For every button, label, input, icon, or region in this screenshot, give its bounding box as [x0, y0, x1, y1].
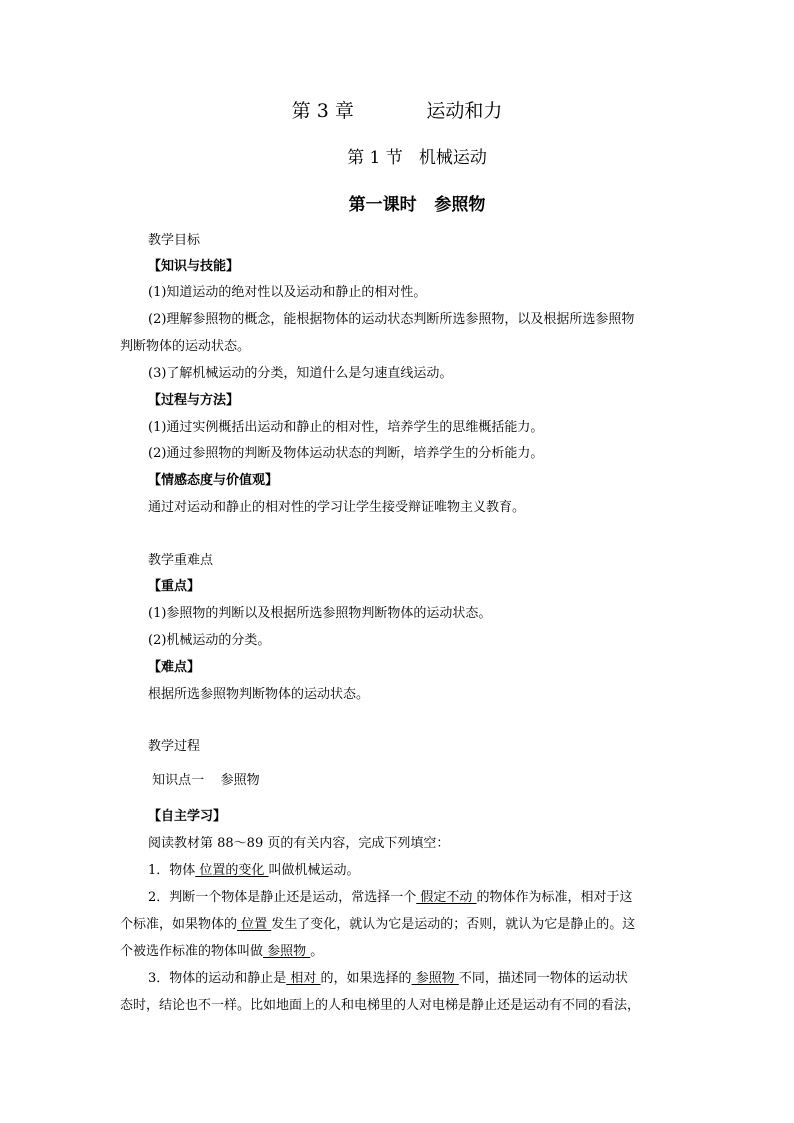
question-1: [148, 858, 360, 884]
answer-blank: 参照物: [263, 944, 311, 959]
answer-blank: 相对: [286, 971, 321, 986]
text: 个标准，如果物体的: [120, 917, 238, 932]
answer-blank: 参照物: [411, 971, 459, 986]
emotion-heading: 【情感态度与价值观】: [148, 473, 279, 488]
paragraph: (1)通过实例概括出运动和静止的相对性，培养学生的思维概括能力。: [148, 420, 544, 435]
knowledge-point-title: 知识点一 参照物: [148, 773, 260, 788]
text: 不同，描述同一物体的运动状: [458, 971, 628, 986]
text: 。: [310, 944, 324, 959]
question-3-line-2: 态时，结论也不一样。比如地面上的人和电梯里的人对电梯是静止还是运动有不同的看法，: [120, 998, 641, 1013]
focus-heading: 【重点】: [148, 579, 201, 594]
question-3: [148, 966, 628, 992]
text: 的物体作为标准，相对于这: [476, 890, 633, 905]
text: 的，如果选择的: [320, 971, 412, 986]
self-study-heading: 【自主学习】: [148, 809, 227, 824]
process-method-heading: 【过程与方法】: [148, 393, 240, 408]
question-2: [148, 885, 633, 911]
knowledge-heading: 【知识与技能】: [148, 259, 240, 274]
difficulty-heading: 【难点】: [148, 660, 201, 675]
objectives-heading: 教学目标: [148, 233, 201, 248]
text: 个被选作标准的物体叫做: [120, 944, 264, 959]
document-body: [120, 228, 680, 1108]
paragraph-continued: 判断物体的运动状态。: [120, 339, 251, 354]
paragraph: (2)通过参照物的判断及物体运动状态的判断，培养学生的分析能力。: [148, 446, 544, 461]
paragraph: 通过对运动和静止的相对性的学习让学生接受辩证唯物主义教育。: [148, 500, 526, 515]
text: 发生了变化，就认为它是运动的；否则，就认为它是静止的。这: [271, 917, 636, 932]
question-2-line-3: [120, 939, 323, 965]
paragraph: 根据所选参照物判断物体的运动状态。: [148, 687, 370, 702]
chapter-title: 第 3 章 运动和力: [291, 100, 503, 122]
teaching-process-heading: 教学过程: [148, 739, 201, 754]
paragraph: (3)了解机械运动的分类，知道什么是匀速直线运动。: [148, 366, 453, 381]
key-points-heading: 教学重难点: [148, 553, 214, 568]
paragraph: 阅读教材第 88～89 页的有关内容，完成下列填空：: [148, 836, 450, 851]
question-2-line-2: [120, 912, 635, 938]
paragraph: (1)知道运动的绝对性以及运动和静止的相对性。: [148, 285, 427, 300]
section-title: 第 1 节 机械运动: [347, 148, 487, 168]
answer-blank: 假定不动: [416, 890, 477, 905]
paragraph: (2)理解参照物的概念，能根据物体的运动状态判断所选参照物，以及根据所选参照物: [148, 312, 635, 327]
text: 2．判断一个物体是静止还是运动，常选择一个: [148, 890, 417, 905]
paragraph: (1)参照物的判断以及根据所选参照物判断物体的运动状态。: [148, 606, 492, 621]
answer-blank: 位置: [237, 917, 272, 932]
lesson-title: 第一课时 参照物: [348, 195, 486, 215]
text: 1．物体: [148, 863, 196, 878]
answer-blank: 位置的变化: [195, 863, 269, 878]
text: 叫做机械运动。: [268, 863, 360, 878]
text: 3．物体的运动和静止是: [148, 971, 287, 986]
paragraph: (2)机械运动的分类。: [148, 633, 271, 648]
